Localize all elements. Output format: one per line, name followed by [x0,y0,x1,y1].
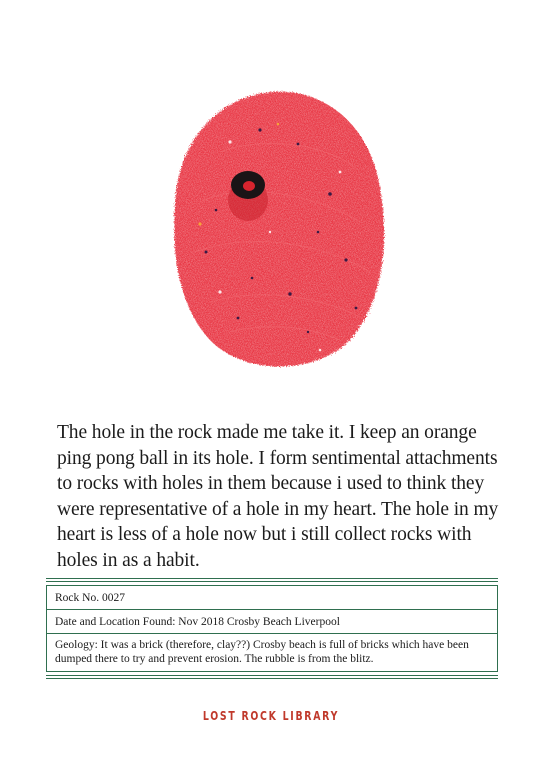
rock-story-text: The hole in the rock made me take it. I keep an orange ping pong ball in its hole. I form sentimental attachments to rocks with holes in them because i used to think they were representative of a hole in my heart. The hole in my heart is less of a hole now but i still collect rocks with holes in as a habit. [57,422,499,571]
rock-hole [228,171,268,221]
rock-number-field: Rock No. 0027 [55,592,125,604]
rock-info-table [46,585,498,672]
date-location-field: Date and Location Found: Nov 2018 Crosby Beach Liverpool [47,609,497,633]
geology-field: Geology: It was a brick (therefore, clay??) Crosby beach is full of bricks which have been dumped there to try and prevent erosion. The rubble is from the blitz. [47,633,497,671]
rock-illustration [160,82,392,378]
lost-rock-library-logo: LOST ROCK LIBRARY [202,709,340,723]
rock-info-card [46,578,498,679]
